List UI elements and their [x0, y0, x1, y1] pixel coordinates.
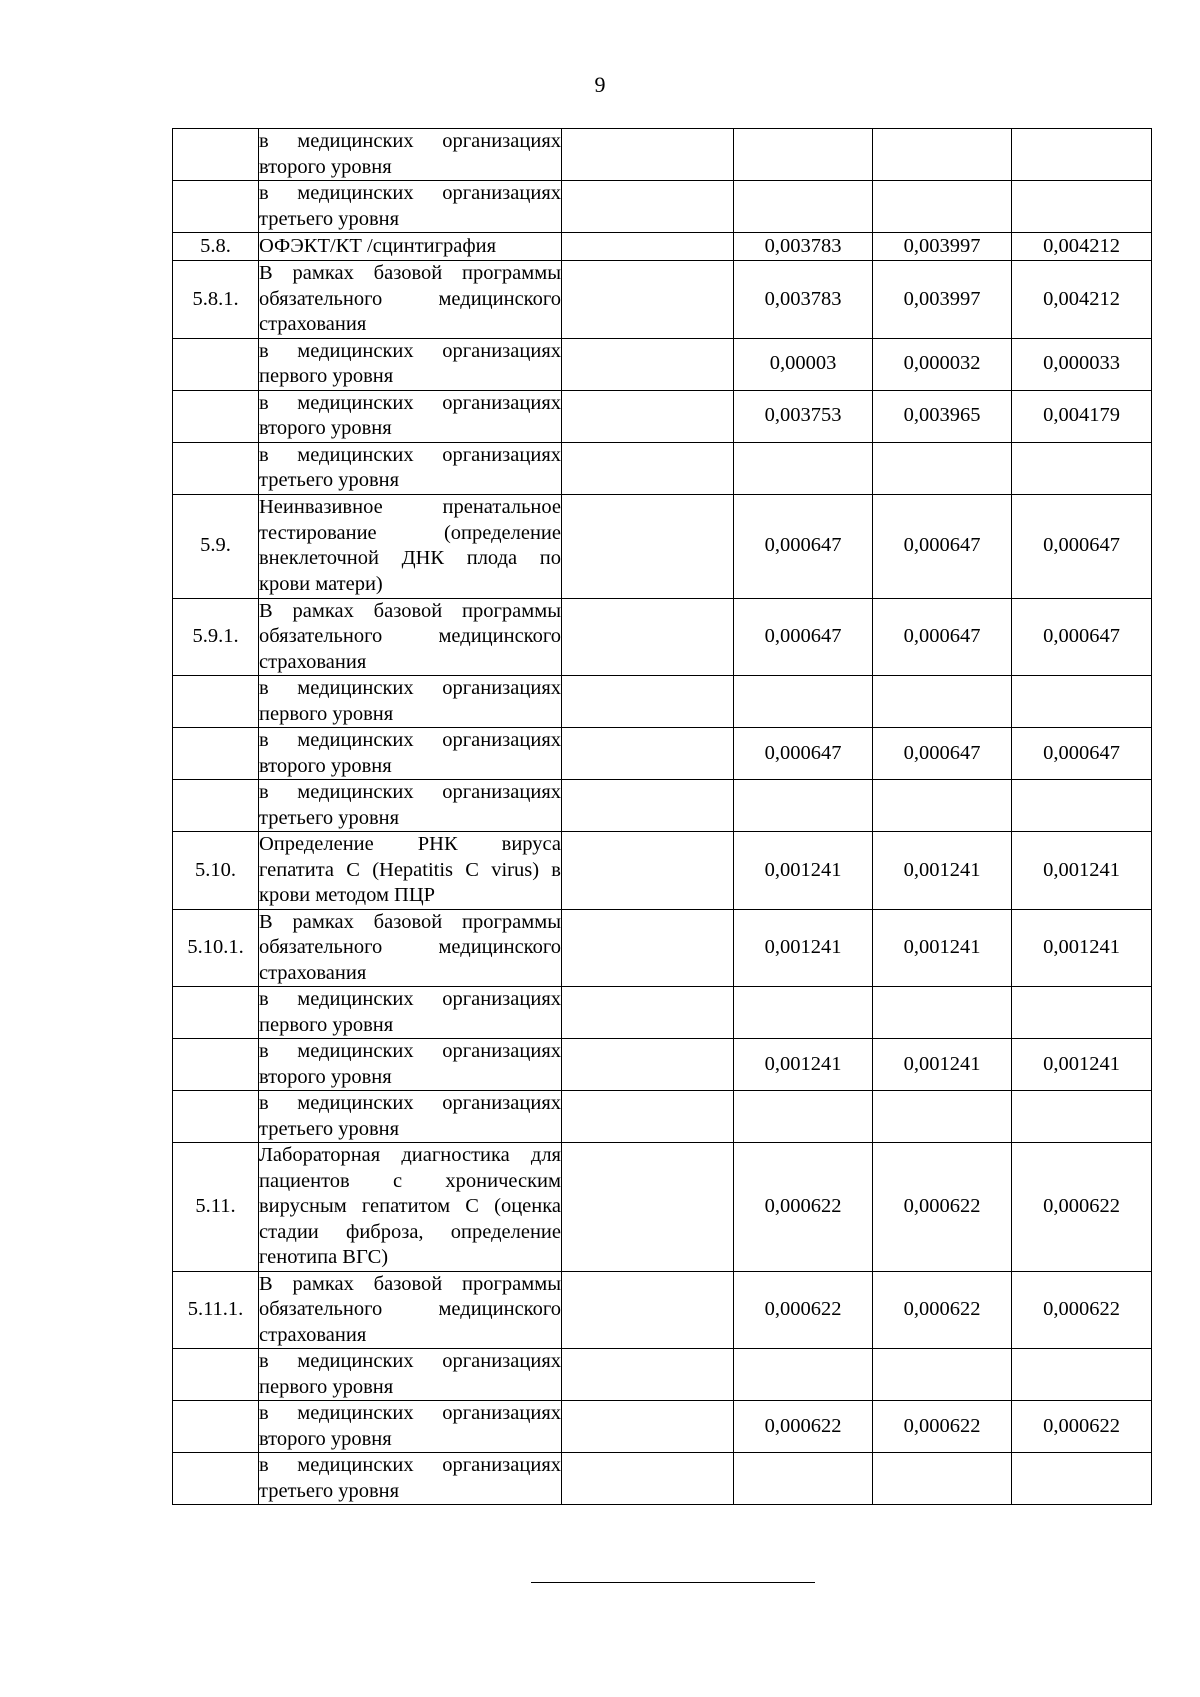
value-col-2: [873, 780, 1012, 832]
value-col-1: [734, 129, 873, 181]
value-col-1: [734, 780, 873, 832]
row-description: В рамках базовой программы обязательного медицинского страхования: [259, 1271, 562, 1349]
table-row: [173, 1039, 1152, 1091]
row-number: 5.9.: [173, 494, 259, 598]
value-col-3: 0,000647: [1012, 728, 1152, 780]
row-description: в медицинских организациях второго уровня: [259, 1039, 562, 1091]
blank-column-cell: [562, 987, 734, 1039]
row-number: [173, 780, 259, 832]
blank-column-cell: [562, 181, 734, 233]
table-row: [173, 1453, 1152, 1505]
row-number: 5.10.1.: [173, 909, 259, 987]
footer-divider: [531, 1582, 815, 1583]
row-number: [173, 338, 259, 390]
value-col-3: 0,000647: [1012, 494, 1152, 598]
blank-column-cell: [562, 1091, 734, 1143]
value-col-2: [873, 676, 1012, 728]
value-col-1: [734, 987, 873, 1039]
value-col-2: 0,001241: [873, 1039, 1012, 1091]
table-row: [173, 1349, 1152, 1401]
row-description: Неинвазивное пренатальное тестирование (определение внеклеточной ДНК плода по крови матери): [259, 494, 562, 598]
row-description: в медицинских организациях второго уровня: [259, 390, 562, 442]
value-col-3: 0,004179: [1012, 390, 1152, 442]
row-number: [173, 987, 259, 1039]
blank-column-cell: [562, 676, 734, 728]
row-number: [173, 676, 259, 728]
table-row: [173, 338, 1152, 390]
blank-column-cell: [562, 909, 734, 987]
table-row: [173, 442, 1152, 494]
value-col-2: 0,003997: [873, 233, 1012, 261]
row-number: [173, 390, 259, 442]
row-description: в медицинских организациях третьего уровня: [259, 780, 562, 832]
value-col-3: 0,004212: [1012, 261, 1152, 339]
row-description: в медицинских организациях первого уровня: [259, 1349, 562, 1401]
value-col-1: [734, 1349, 873, 1401]
row-number: 5.11.: [173, 1143, 259, 1272]
value-col-3: 0,000622: [1012, 1271, 1152, 1349]
row-description: в медицинских организациях третьего уровня: [259, 1453, 562, 1505]
value-col-3: [1012, 1349, 1152, 1401]
blank-column-cell: [562, 390, 734, 442]
value-col-2: 0,003997: [873, 261, 1012, 339]
row-number: [173, 728, 259, 780]
blank-column-cell: [562, 1349, 734, 1401]
value-col-2: 0,000647: [873, 494, 1012, 598]
value-col-2: [873, 129, 1012, 181]
row-description: В рамках базовой программы обязательного медицинского страхования: [259, 598, 562, 676]
row-description: в медицинских организациях третьего уровня: [259, 181, 562, 233]
blank-column-cell: [562, 1271, 734, 1349]
value-col-2: [873, 1453, 1012, 1505]
table-row: [173, 233, 1152, 261]
row-number: [173, 442, 259, 494]
row-number: [173, 1453, 259, 1505]
row-description: Лабораторная диагностика для пациентов с хроническим вирусным гепатитом C (оценка стадии фиброза, определение генотипа ВГС): [259, 1143, 562, 1272]
row-number: [173, 1039, 259, 1091]
value-col-1: [734, 181, 873, 233]
value-col-2: [873, 442, 1012, 494]
row-number: 5.8.1.: [173, 261, 259, 339]
value-col-3: [1012, 442, 1152, 494]
value-col-1: 0,000647: [734, 598, 873, 676]
value-col-1: 0,000647: [734, 494, 873, 598]
row-number: 5.10.: [173, 832, 259, 910]
row-number: [173, 181, 259, 233]
value-col-1: 0,000622: [734, 1143, 873, 1272]
value-col-1: 0,001241: [734, 909, 873, 987]
value-col-3: 0,001241: [1012, 832, 1152, 910]
blank-column-cell: [562, 494, 734, 598]
value-col-2: 0,000622: [873, 1271, 1012, 1349]
blank-column-cell: [562, 1039, 734, 1091]
row-description: в медицинских организациях первого уровня: [259, 338, 562, 390]
value-col-2: 0,003965: [873, 390, 1012, 442]
value-col-1: [734, 676, 873, 728]
value-col-1: 0,003753: [734, 390, 873, 442]
table-row: [173, 728, 1152, 780]
value-col-3: 0,004212: [1012, 233, 1152, 261]
row-description: в медицинских организациях второго уровня: [259, 129, 562, 181]
blank-column-cell: [562, 1143, 734, 1272]
value-col-2: [873, 987, 1012, 1039]
value-col-2: 0,001241: [873, 832, 1012, 910]
row-description: в медицинских организациях первого уровня: [259, 676, 562, 728]
value-col-1: 0,000622: [734, 1401, 873, 1453]
row-description: В рамках базовой программы обязательного медицинского страхования: [259, 909, 562, 987]
blank-column-cell: [562, 233, 734, 261]
value-col-1: 0,003783: [734, 233, 873, 261]
value-col-2: [873, 181, 1012, 233]
table-row: [173, 181, 1152, 233]
row-number: 5.8.: [173, 233, 259, 261]
value-col-2: 0,000647: [873, 598, 1012, 676]
table-row: [173, 987, 1152, 1039]
blank-column-cell: [562, 261, 734, 339]
blank-column-cell: [562, 338, 734, 390]
blank-column-cell: [562, 598, 734, 676]
value-col-3: [1012, 676, 1152, 728]
table-row: [173, 261, 1152, 339]
value-col-1: [734, 1091, 873, 1143]
table-row: [173, 129, 1152, 181]
row-number: [173, 129, 259, 181]
page-number: 9: [594, 72, 606, 97]
row-number: [173, 1401, 259, 1453]
row-description: в медицинских организациях второго уровня: [259, 1401, 562, 1453]
value-col-1: 0,000647: [734, 728, 873, 780]
value-col-2: 0,000032: [873, 338, 1012, 390]
value-col-3: 0,000622: [1012, 1143, 1152, 1272]
value-col-3: [1012, 1453, 1152, 1505]
row-number: 5.9.1.: [173, 598, 259, 676]
row-number: [173, 1091, 259, 1143]
blank-column-cell: [562, 442, 734, 494]
row-description: В рамках базовой программы обязательного медицинского страхования: [259, 261, 562, 339]
blank-column-cell: [562, 780, 734, 832]
table-row: [173, 832, 1152, 910]
row-description: в медицинских организациях третьего уровня: [259, 442, 562, 494]
table-row: [173, 1271, 1152, 1349]
blank-column-cell: [562, 832, 734, 910]
table-row: [173, 780, 1152, 832]
row-number: 5.11.1.: [173, 1271, 259, 1349]
table-row: [173, 1401, 1152, 1453]
blank-column-cell: [562, 728, 734, 780]
row-description: в медицинских организациях второго уровня: [259, 728, 562, 780]
table-row: [173, 1091, 1152, 1143]
row-description: ОФЭКТ/КТ /сцинтиграфия: [259, 233, 562, 261]
table-body: [173, 129, 1152, 1505]
table-row: [173, 494, 1152, 598]
value-col-2: [873, 1091, 1012, 1143]
row-description: Определение РНК вируса гепатита C (Hepatitis C virus) в крови методом ПЦР: [259, 832, 562, 910]
table-row: [173, 390, 1152, 442]
value-col-3: 0,001241: [1012, 909, 1152, 987]
row-number: [173, 1349, 259, 1401]
value-col-1: [734, 442, 873, 494]
value-col-1: 0,001241: [734, 1039, 873, 1091]
table-row: [173, 1143, 1152, 1272]
table-row: [173, 676, 1152, 728]
value-col-2: 0,000622: [873, 1143, 1012, 1272]
value-col-3: [1012, 987, 1152, 1039]
value-col-3: [1012, 129, 1152, 181]
table-row: [173, 909, 1152, 987]
value-col-1: 0,003783: [734, 261, 873, 339]
value-col-1: 0,001241: [734, 832, 873, 910]
value-col-1: [734, 1453, 873, 1505]
blank-column-cell: [562, 1453, 734, 1505]
value-col-3: [1012, 780, 1152, 832]
data-table: [172, 128, 1152, 1505]
value-col-2: 0,001241: [873, 909, 1012, 987]
value-col-2: 0,000647: [873, 728, 1012, 780]
value-col-3: 0,001241: [1012, 1039, 1152, 1091]
value-col-1: 0,00003: [734, 338, 873, 390]
value-col-3: [1012, 1091, 1152, 1143]
value-col-3: 0,000622: [1012, 1401, 1152, 1453]
row-description: в медицинских организациях третьего уровня: [259, 1091, 562, 1143]
value-col-2: 0,000622: [873, 1401, 1012, 1453]
value-col-2: [873, 1349, 1012, 1401]
blank-column-cell: [562, 1401, 734, 1453]
table-row: [173, 598, 1152, 676]
row-description: в медицинских организациях первого уровня: [259, 987, 562, 1039]
value-col-3: 0,000647: [1012, 598, 1152, 676]
value-col-1: 0,000622: [734, 1271, 873, 1349]
blank-column-cell: [562, 129, 734, 181]
value-col-3: [1012, 181, 1152, 233]
value-col-3: 0,000033: [1012, 338, 1152, 390]
